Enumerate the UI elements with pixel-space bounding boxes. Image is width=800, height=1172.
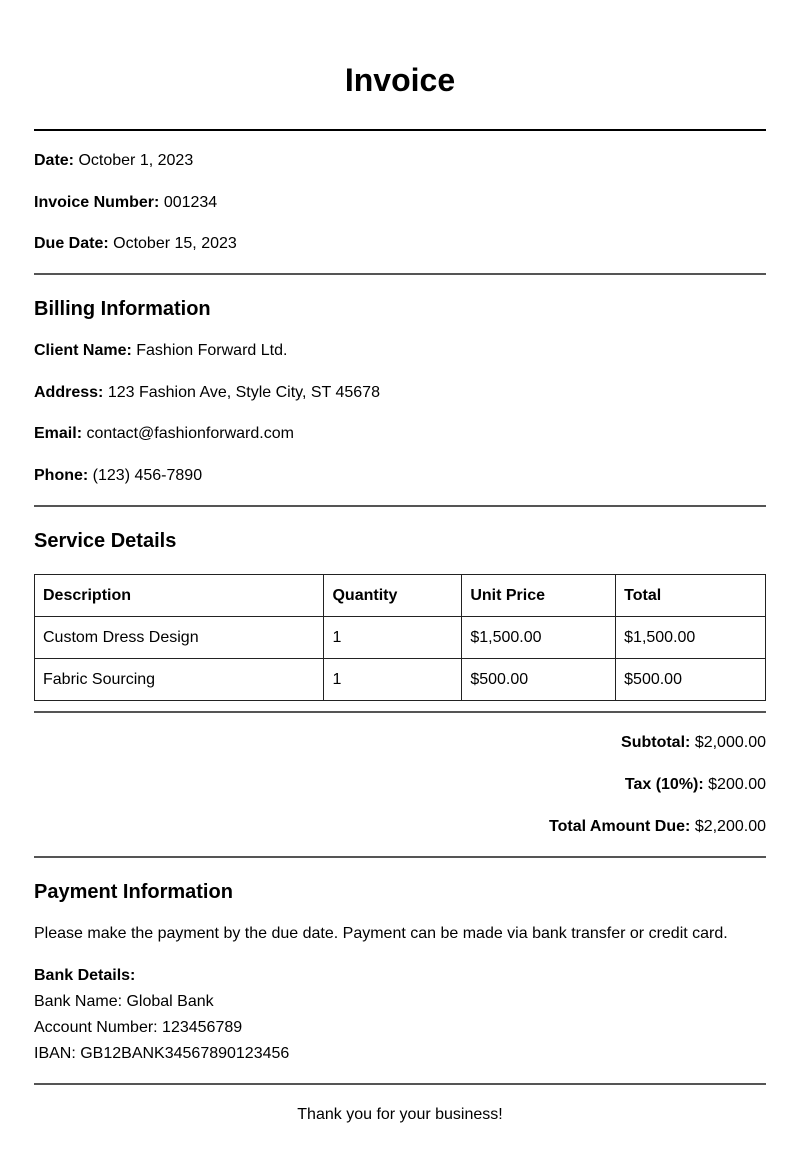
bank-details-label-line (34, 963, 766, 989)
phone-value: (123) 456-7890 (92, 467, 203, 484)
bank-name: Bank Name: Global Bank (34, 993, 214, 1010)
date-label: Date: (34, 152, 75, 169)
cell-description: Custom Dress Design (35, 617, 324, 659)
services-section (34, 507, 766, 701)
phone-label: Phone: (34, 467, 89, 484)
address-line (34, 384, 766, 402)
billing-heading: Billing Information (34, 298, 211, 320)
bank-details (34, 963, 766, 1067)
address-value: 123 Fashion Ave, Style City, ST 45678 (107, 384, 380, 401)
due-date-value: October 15, 2023 (113, 235, 237, 252)
column-header-unit-price: Unit Price (462, 575, 616, 617)
client-line (34, 342, 766, 360)
subtotal-line (34, 734, 766, 752)
account-number: Account Number: 123456789 (34, 1019, 243, 1036)
column-header-description: Description (35, 575, 324, 617)
billing-section (34, 275, 766, 485)
due-date-label: Due Date: (34, 235, 109, 252)
phone-line (34, 467, 766, 485)
tax-line (34, 776, 766, 794)
payment-heading: Payment Information (34, 881, 233, 903)
footer-thanks: Thank you for your business! (297, 1106, 503, 1123)
cell-total: $500.00 (616, 659, 766, 701)
cell-unit-price: $500.00 (462, 659, 616, 701)
address-label: Address: (34, 384, 104, 401)
invoice-meta (34, 131, 766, 253)
total-due-line (34, 818, 766, 836)
total-due-value: $2,200.00 (694, 818, 766, 835)
bank-details-label: Bank Details: (34, 967, 136, 984)
iban: IBAN: GB12BANK34567890123456 (34, 1045, 290, 1062)
services-heading: Service Details (34, 530, 177, 552)
services-table (34, 574, 766, 701)
due-date-line (34, 235, 766, 253)
cell-unit-price: $1,500.00 (462, 617, 616, 659)
date-line (34, 152, 766, 170)
total-due-label: Total Amount Due: (549, 818, 691, 835)
tax-label: Tax (10%): (624, 776, 704, 793)
table-row (35, 659, 766, 701)
cell-total: $1,500.00 (616, 617, 766, 659)
subtotal-value: $2,000.00 (694, 734, 766, 751)
email-value: contact@fashionforward.com (86, 425, 294, 442)
invoice-number-line (34, 194, 766, 212)
invoice-number-value: 001234 (163, 194, 218, 211)
column-header-total: Total (616, 575, 766, 617)
tax-value: $200.00 (708, 776, 766, 793)
email-line (34, 425, 766, 443)
subtotal-label: Subtotal: (621, 734, 691, 751)
invoice-number-label: Invoice Number: (34, 194, 160, 211)
table-header-row (35, 575, 766, 617)
date-value: October 1, 2023 (78, 152, 194, 169)
payment-section (34, 858, 766, 1067)
client-label: Client Name: (34, 342, 132, 359)
payment-divider (34, 1083, 766, 1085)
table-row (35, 617, 766, 659)
cell-quantity: 1 (324, 659, 462, 701)
cell-description: Fabric Sourcing (35, 659, 324, 701)
client-value: Fashion Forward Ltd. (136, 342, 288, 359)
email-label: Email: (34, 425, 83, 442)
column-header-quantity: Quantity (324, 575, 462, 617)
totals-section (34, 713, 766, 836)
payment-instructions: Please make the payment by the due date. Payment can be made via bank transfer or credit card. (34, 925, 728, 942)
cell-quantity: 1 (324, 617, 462, 659)
page-title: Invoice (344, 62, 456, 98)
